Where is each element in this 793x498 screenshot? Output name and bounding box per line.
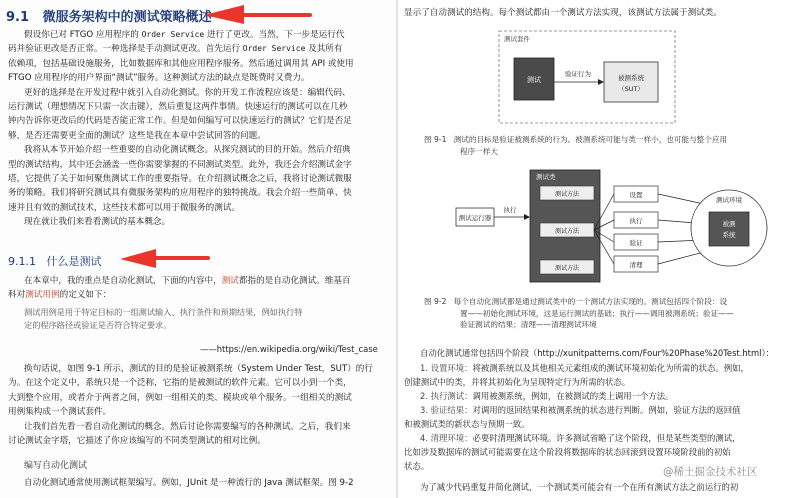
subsection-title: 什么是测试 xyxy=(46,255,102,268)
para8: 自动化测试通常使用测试框架编写。例如，JUnit 是一种流行的 Java 测试框架。图 9-2 xyxy=(24,478,354,488)
para6-line: 为。在这个定义中，系统只是一个泛称，它指的是被测试的软件元素。它可以小到一个类， xyxy=(8,378,352,389)
body-text-block-2 xyxy=(8,274,392,303)
phase-item-3: 3. 验证结果：对调用的返回结果和被测系统的状态进行判断。例如，验证方法的返回值 xyxy=(420,405,741,415)
watermark-text: @稀土掘金技术社区 xyxy=(663,466,758,478)
red-arrow-icon xyxy=(118,249,210,269)
body-text-block-3 xyxy=(8,362,392,448)
phase-item-3-cont: 和被测试类的新状态与预期一致。 xyxy=(404,419,530,429)
para6-line: 换句话说，如图 9-1 所示，测试的目的是验证被测系统（System Under Test，SUT）的行 xyxy=(24,364,373,374)
arrow-head-icon xyxy=(524,214,530,220)
sut-label: 被测系统 xyxy=(618,74,644,82)
para3-line: 塔，它提供了关于如何聚焦测试工作的重要指导。在介绍测试概念之后，我将讨论测试微服 xyxy=(8,174,352,185)
para6-line: 用例集构成一个测试套件。 xyxy=(8,407,112,418)
top-line: 显示了自动测试的结构。每个测试都由一个测试方法实现，该测试方法属于测试类。 xyxy=(404,8,722,18)
sub-heading: 编写自动化测试 xyxy=(24,461,88,471)
phase-label: 验证 xyxy=(629,239,643,247)
runner-label: 测试运行器 xyxy=(458,214,492,222)
quote-source: ——https://en.wikipedia.org/wiki/Test_case xyxy=(200,344,378,354)
para3-line: 务的策略。我们将研究测试具有微服务架构的应用程序的独特挑战。我会介绍一些简单、快 xyxy=(8,188,352,199)
sut-box xyxy=(604,62,658,102)
fig1-caption-line: 测试的目标是验证被测系统的行为。被测系统可能与类一样小，也可能与整个应用 xyxy=(453,135,728,144)
phase-label: 设置 xyxy=(629,191,643,199)
para1-line4: FTGO 应用程序的用户界面“测试”服务。这种测试方法的缺点是既费时又费力。 xyxy=(8,73,310,84)
para1-line2: 码并验证更改是否正常。一种选择是手动测试更改。首先运行 Order Service 及其所有 xyxy=(8,44,343,55)
section-title: 微服务架构中的测试策略概述 xyxy=(42,10,212,25)
para1-line1: 假设你已对 FTGO 应用程序的 Order Service 进行了更改。当然，下一步是运行代 xyxy=(24,30,345,40)
para3-line: 型的测试结构，其中还会涵盖一些你需要掌握的不同测试类型。此外，我还会介绍测试金字 xyxy=(8,159,352,170)
method-label: 测试方法 xyxy=(554,191,580,198)
left-page xyxy=(0,0,396,498)
exec-label: 执行 xyxy=(503,206,517,214)
para7-line: 让我们首先看一看自动化测试的概念。然后讨论你需要编写的各种测试。之后，我们来 xyxy=(24,421,351,432)
sut-box xyxy=(709,212,749,246)
sut-label: 被测 xyxy=(722,220,736,228)
para2-line: 更好的选择是在开发过程中就引入自动化测试。你的开发工作流程应该是：编辑代码、 xyxy=(24,87,351,98)
fig2-caption-line: 验证测试的结果；清理——清理测试环境 xyxy=(460,320,597,329)
para2-line: 钟内告诉你更改后的代码是否能正常工作。但是如何编写可以快速运行的测试？它们是否足 xyxy=(8,116,352,127)
env-label: 测试环境 xyxy=(716,196,742,204)
subsection-number: 9.1.1 xyxy=(8,255,36,268)
fig1-caption-no: 图 9-1 xyxy=(424,135,447,144)
para3-line: 速并且有效的测试技术，这些技术都可以用于微服务的测试。 xyxy=(8,202,241,213)
para6-line: 大到整个应用，或者介于两者之间，例如一组相关的类、模块或单个服务。一组相关的测试 xyxy=(8,392,352,403)
para1-line3: 依赖项，包括基础设施服务，比如数据库和其他应用程序服务。然后通过调用其 API 或使用 xyxy=(8,58,354,69)
fig2-caption-line: 每个自动化测试都是通过测试类中的一个测试方法实现的。测试包括四个阶段：设 xyxy=(453,297,728,306)
quote-line: 测试用例是用于特定目标的一组测试输入、执行条件和预期结果，例如执行特 xyxy=(24,307,303,317)
arrow-head-icon xyxy=(598,79,604,85)
section-number: 9.1 xyxy=(6,10,30,25)
class-label: 测试类 xyxy=(536,173,556,181)
fig1-caption xyxy=(424,134,727,157)
para5-line1: 在本章中，我的重点是自动化测试，下面的内容中，测试都指的是自动化测试。维基百 xyxy=(24,276,351,286)
phase-item-2: 2. 执行测试：调用被测系统，例如，在被测试的类上调用一个方法。 xyxy=(420,391,674,401)
phase-item-4-cont: 比如涉及数据库的测试可能需要在这个阶段将数据库的状态回滚到设置环境阶段前的初始 xyxy=(404,447,731,457)
sut-sub: （SUT） xyxy=(618,85,644,93)
section-heading xyxy=(6,6,212,25)
red-arrow-icon xyxy=(200,3,312,25)
method-label: 测试方法 xyxy=(554,265,580,272)
figure-9-1 xyxy=(498,30,678,126)
bottom-line: 为了减少代码重复并简化测试，一个测试类可能会有一个在所有测试方法之前运行的初 xyxy=(420,482,739,492)
para5-line2: 科对测试用例的定义如下： xyxy=(8,290,112,301)
phase-item-4: 4. 清理环境：必要时清理测试环境。许多测试省略了这个阶段，但是某些类型的测试， xyxy=(420,433,741,443)
fig2-caption xyxy=(424,296,733,331)
verify-label: 验证行为 xyxy=(565,70,591,78)
para2-line: 运行测试（理想情况下只需一次击键），然后重复这两件事情。快速运行的测试可以在几秒 xyxy=(8,102,348,113)
quote-block xyxy=(24,306,302,332)
sut-label2: 系统 xyxy=(722,231,736,239)
figure-9-2 xyxy=(454,166,784,288)
phase-list xyxy=(404,361,789,473)
fig1-caption-line: 程序一样大 xyxy=(460,146,498,156)
para4: 现在就让我们来看看测试的基本概念。 xyxy=(24,217,171,228)
phase-item-4-cont: 状态。 xyxy=(404,461,430,471)
suite-label: 测试套件 xyxy=(504,35,530,43)
fig2-caption-no: 图 9-2 xyxy=(424,297,447,306)
phase-label: 执行 xyxy=(629,217,643,225)
subsection-heading xyxy=(8,253,102,269)
phase-label: 清理 xyxy=(629,261,643,269)
watermark xyxy=(660,463,761,480)
phases-intro: 自动化测试通常包括四个阶段（http://xunitpatterns.com/Four%20Phase%20Test.html）： xyxy=(420,348,775,358)
para3-line: 我将从本节开始介绍一些重要的自动化测试概念。从探究测试的目的开始。然后介绍典 xyxy=(24,145,351,156)
body-text-block xyxy=(8,28,392,230)
phase-item-1: 1. 设置环境：将被测系统以及其他相关元素组成的测试环境初始化为所需的状态。例如， xyxy=(420,363,749,373)
phase-item-1-cont: 创建测试中的类，并将其初始化为呈现特定行为所需的状态。 xyxy=(404,377,631,387)
test-label: 测试 xyxy=(527,76,541,84)
right-page xyxy=(398,0,793,498)
para7-line: 讨论测试金字塔，它描述了你应该编写的不同类型测试的相对比例。 xyxy=(8,436,266,447)
fig2-caption-line: 置——初始化测试环境，这是运行测试的基础；执行——调用被测系统；验证—— xyxy=(460,308,734,318)
quote-line: 定的程序路径或验证是否符合特定要求。 xyxy=(24,320,172,330)
method-label: 测试方法 xyxy=(554,228,580,235)
para2-line: 够，是否还需要更全面的测试？这些是我在本章中尝试回答的问题。 xyxy=(8,130,266,141)
